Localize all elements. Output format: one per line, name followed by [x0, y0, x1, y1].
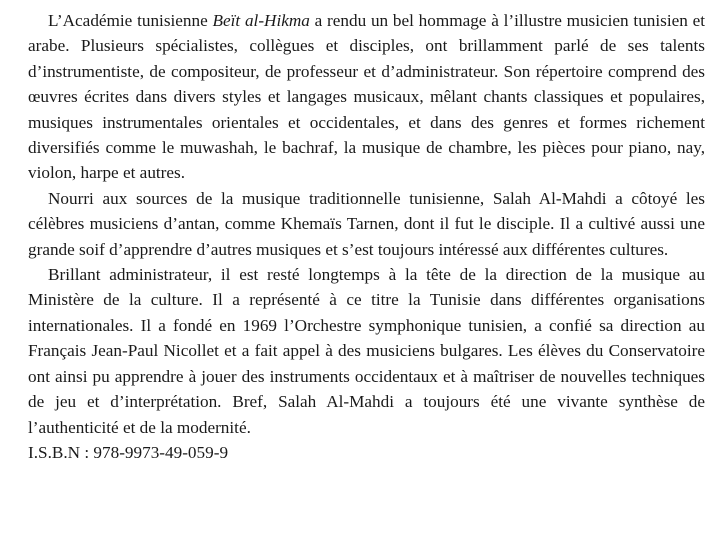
institution-name: Beït al-Hikma	[212, 11, 310, 30]
paragraph-administrateur: Brillant administrateur, il est resté longtemps à la tête de la direction de la musique au Ministère de la culture. Il a représenté à ce titre la Tunisie dans différentes organisations internationales. Il a fondé en 1969 l’Orchestre symphonique tunisien, a confié sa direction au Français Jean-Paul Nicollet et a fait appel à des musiciens bulgares. Les élèves du Conservatoire ont ainsi pu apprendre à jouer des instruments occidentaux et à maîtriser de nouvelles techniques de jeu et d’interprétation. Bref, Salah Al-Mahdi a toujours été une vivante synthèse de l’authenticité et de la modernité.	[28, 265, 705, 437]
isbn-line: I.S.B.N : 978-9973-49-059-9	[28, 442, 229, 462]
document-body	[28, 8, 705, 465]
paragraph-hommage	[28, 8, 705, 186]
paragraph-hommage-intro: L’Académie tunisienne	[48, 11, 213, 30]
paragraph-hommage-body: a rendu un bel hommage à l’illustre musicien tunisien et arabe. Plusieurs spécialistes, collègues et disciples, ont brillamment parlé de ses talents d’instrumentiste, de compositeur, de professeur et d’administrateur. Son répertoire comprend des œuvres écrites dans divers styles et langages musicaux, mêlant chants classiques et populaires, musiques instrumentales orientales et occidentales, et dans des genres et formes richement diversifiés comme le muwashah, le bachraf, la musique de chambre, les pièces pour piano, nay, violon, harpe et autres.	[28, 11, 706, 183]
paragraph-sources: Nourri aux sources de la musique traditionnelle tunisienne, Salah Al-Mahdi a côtoyé les célèbres musiciens d’antan, comme Khemaïs Tarnen, dont il fut le disciple. Il a cultivé aussi une grande soif d’apprendre d’autres musiques et s’est toujours intéressé aux différentes cultures.	[28, 188, 705, 259]
